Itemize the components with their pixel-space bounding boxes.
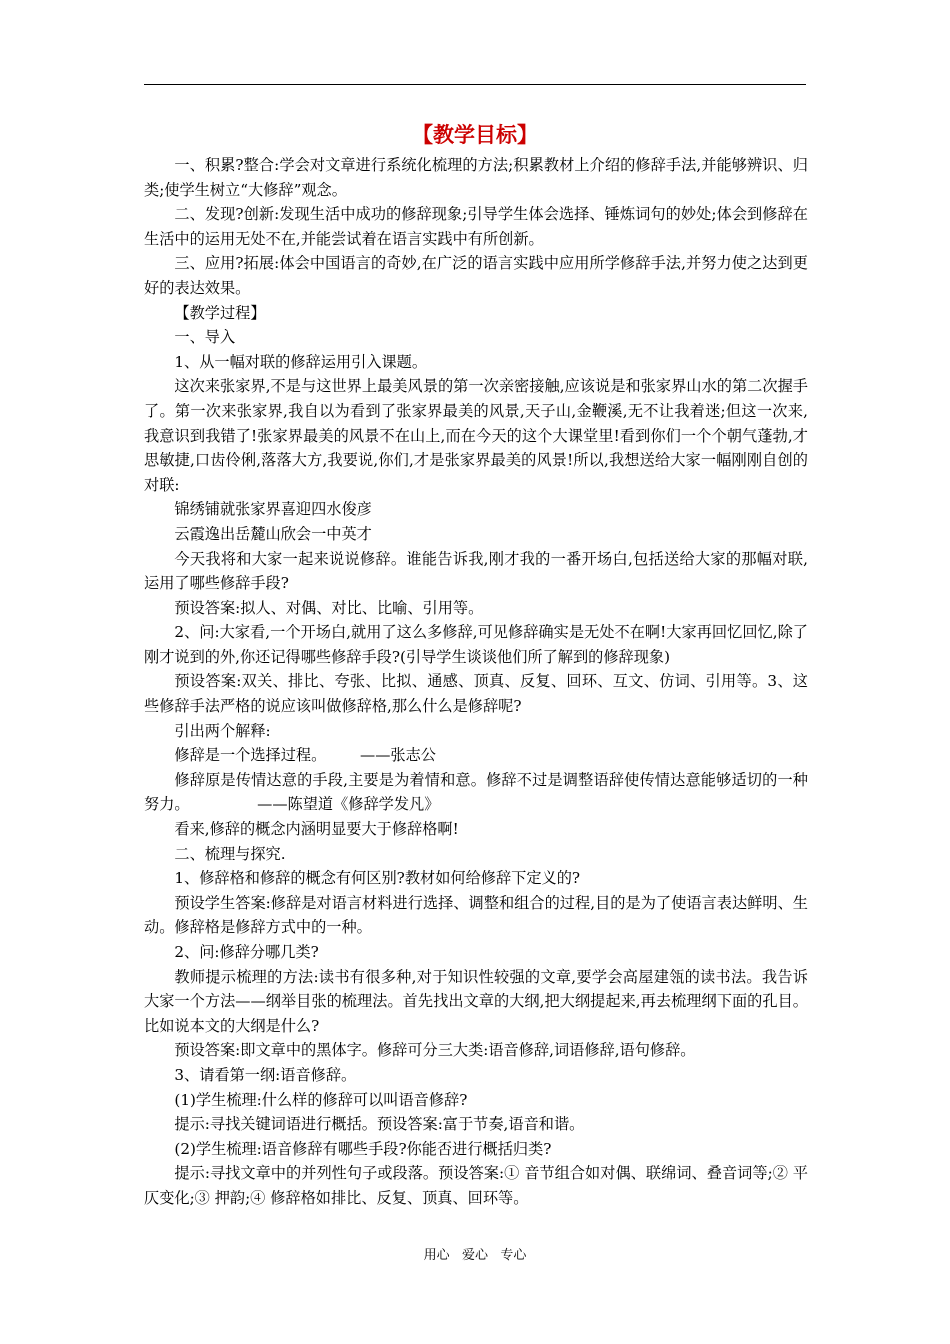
page-footer: 用心 爱心 专心 <box>423 1248 527 1263</box>
paragraph: 【教学过程】 <box>174 303 266 322</box>
header-rule <box>144 84 806 85</box>
paragraph: (2)学生梳理:语音修辞有哪些手段?你能否进行概括归类? <box>174 1139 552 1158</box>
paragraph: 预设答案:双关、排比、夸张、比拟、通感、顶真、反复、回环、互文、仿词、引用等。3、这些修辞手法严格的说应该叫做修辞格,那么什么是修辞呢? <box>144 672 808 716</box>
paragraph: 教师提示梳理的方法:读书有很多种,对于知识性较强的文章,要学会高屋建瓴的读书法。我告诉大家一个方法——纲举目张的梳理法。首先找出文章的大纲,把大纲提起来,再去梳理纲下面的孔目。比如说本文的大纲是什么? <box>144 967 808 1035</box>
paragraph: 修辞原是传情达意的手段,主要是为着情和意。修辞不过是调整语辞使传情达意能够适切的一种努力。 ——陈望道《修辞学发凡》 <box>144 770 808 814</box>
document-body <box>144 153 808 1211</box>
paragraph: 一、积累?整合:学会对文章进行系统化梳理的方法;积累教材上介绍的修辞手法,并能够辨识、归类;使学生树立“大修辞”观念。 <box>144 156 808 199</box>
paragraph: 1、从一幅对联的修辞运用引入课题。 <box>174 352 428 371</box>
paragraph: 这次来张家界,不是与这世界上最美风景的第一次亲密接触,应该说是和张家界山水的第二次握手了。第一次来张家界,我自以为看到了张家界最美的风景,天子山,金鞭溪,无不让我着迷;但这一次来,我意识到我错了!张家界最美的风景不在山上,而在今天的这个大课堂里!看到你们一个个朝气蓬勃,才思敏捷,口齿伶俐,落落大方,我要说,你们,才是张家界最美的风景!所以,我想送给大家一幅刚刚自创的对联: <box>144 377 808 494</box>
paragraph: 一、导入 <box>174 328 236 347</box>
paragraph: 三、应用?拓展:体会中国语言的奇妙,在广泛的语言实践中应用所学修辞手法,并努力使之达到更好的表达效果。 <box>144 254 808 297</box>
paragraph: 云霞逸出岳麓山欣会一中英才 <box>174 524 372 543</box>
paragraph: 看来,修辞的概念内涵明显要大于修辞格啊! <box>174 820 459 839</box>
paragraph: 引出两个解释: <box>174 721 271 740</box>
paragraph: 锦绣铺就张家界喜迎四水俊彦 <box>174 500 372 519</box>
paragraph: 今天我将和大家一起来说说修辞。谁能告诉我,刚才我的一番开场白,包括送给大家的那幅对联,运用了哪些修辞手段? <box>144 549 808 593</box>
paragraph: 二、发现?创新:发现生活中成功的修辞现象;引导学生体会选择、锤炼词句的妙处;体会到修辞在生活中的运用无处不在,并能尝试着在语言实践中有所创新。 <box>144 205 808 248</box>
paragraph: 2、问:大家看,一个开场白,就用了这么多修辞,可见修辞确实是无处不在啊!大家再回忆回忆,除了刚才说到的外,你还记得哪些修辞手段?(引导学生谈谈他们所了解到的修辞现象) <box>144 623 808 666</box>
paragraph: 修辞是一个选择过程。 ——张志公 <box>174 746 436 765</box>
paragraph: 1、修辞格和修辞的概念有何区别?教材如何给修辞下定义的? <box>174 869 581 888</box>
section-title: 【教学目标】 <box>412 122 538 147</box>
paragraph: 预设答案:即文章中的黑体字。修辞可分三大类:语音修辞,词语修辞,语句修辞。 <box>174 1041 696 1060</box>
paragraph: 3、请看第一纲:语音修辞。 <box>174 1065 357 1084</box>
paragraph: 二、梳理与探究. <box>174 844 286 863</box>
paragraph: 2、问:修辞分哪几类? <box>174 943 319 961</box>
paragraph: 预设学生答案:修辞是对语言材料进行选择、调整和组合的过程,目的是为了使语言表达鲜明、生动。修辞格是修辞方式中的一种。 <box>144 893 808 937</box>
paragraph: 提示:寻找文章中的并列性句子或段落。预设答案:① 音节组合如对偶、联绵词、叠音词等;② 平仄变化;③ 押韵;④ 修辞格如排比、反复、顶真、回环等。 <box>144 1164 808 1207</box>
paragraph: (1)学生梳理:什么样的修辞可以叫语音修辞? <box>174 1090 468 1109</box>
paragraph: 预设答案:拟人、对偶、对比、比喻、引用等。 <box>174 598 484 617</box>
paragraph: 提示:寻找关键词语进行概括。预设答案:富于节奏,语音和谐。 <box>174 1115 585 1134</box>
